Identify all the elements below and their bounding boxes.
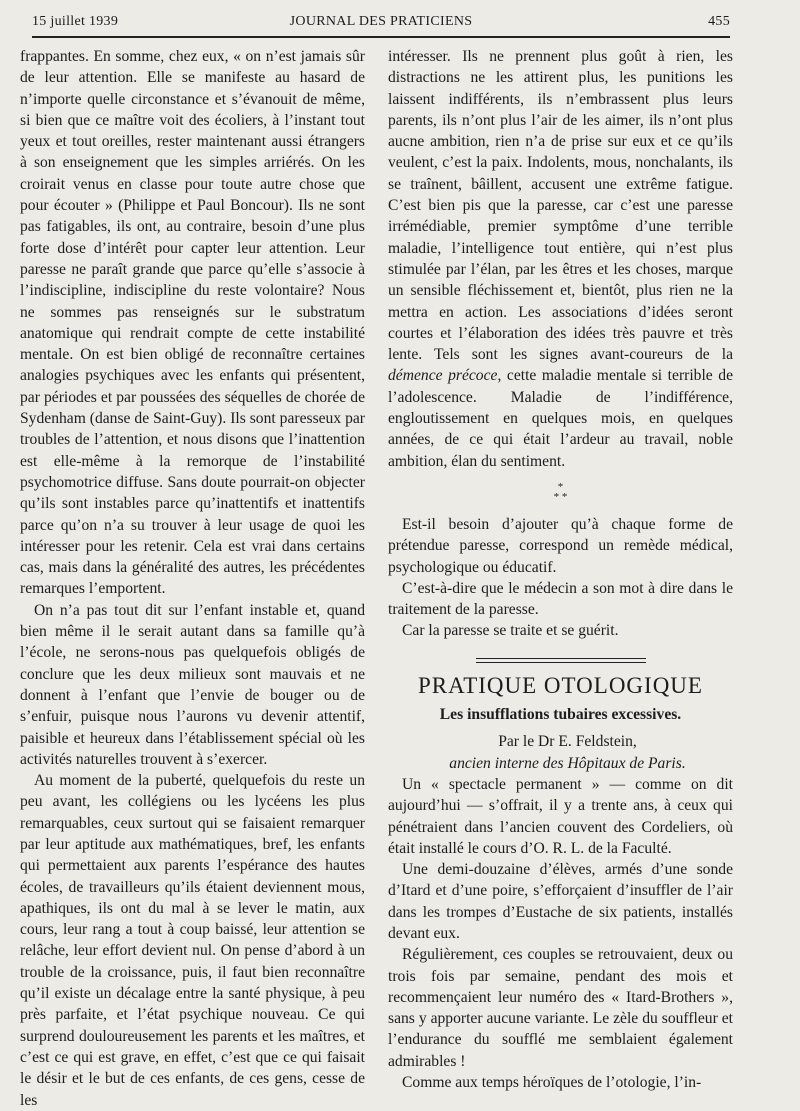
header-journal-title: JOURNAL DES PRATICIENS (289, 14, 473, 29)
italic-term: démence précoce (388, 367, 498, 385)
running-header (32, 14, 730, 36)
paragraph: Car la paresse se traite et se guérit. (402, 622, 619, 640)
article-byline: Par le Dr E. Feldstein, (498, 733, 637, 751)
section-break-asterisks (388, 482, 733, 502)
paragraph: Un « spectacle permanent » — comme on dit aujourd’hui — s’offrait, il y a trente ans, à ceux qui pénétraient dans l’ancien couvent des Cordeliers, où était installé le cours d’O. R. L. de la Faculté. (388, 775, 733, 857)
article-title: Les insufflations tubaires excessives. (439, 706, 682, 724)
paragraph: Une demi-douzaine d’élèves, armés d’une sonde d’Itard et d’une poire, s’efforçaient d’insuffler de l’air dans les trompes d’Eustache de six patients, installés devant eux. (388, 861, 733, 942)
text-run: , cette maladie mentale si terrible de l’adolescence. Maladie de l’indifférence, engloutissement en quelques mois, en quelques années, de ce qui était l’ardeur au travail, noble ambition, élan du sentiment. (388, 367, 733, 470)
right-column (388, 46, 733, 1093)
header-page-number: 455 (708, 14, 730, 29)
section-divider (476, 658, 646, 663)
header-rule (32, 36, 730, 38)
paragraph (388, 46, 733, 472)
paragraph: C’est-à-dire que le médecin a son mot à dire dans le traitement de la paresse. (388, 579, 733, 619)
paragraph: frappantes. En somme, chez eux, « on n’est jamais sûr de leur attention. Elle se manifeste au hasard de n’importe quelle circonstance et s’évanouit de même, si bien que ce maître voit des écoliers, à l’instant tout yeux et tout oreilles, rester maintenant aussi étrangers à son enseignement que les simples arriérés. On les croirait venus en classe pour toute autre chose que pour écouter » (Philippe et Paul Boncour). Ils ne sont pas fatigables, ils ont, au contraire, besoin d’une plus forte dose d’intérêt pour capter leur attention. Leur paresse ne paraît grande que parce qu’elle s’associe à l’indiscipline, indiscipline du reste volontaire? Nous ne sommes pas renseignés sur le substratum anatomique qui rendrait compte de cette instabilité mentale. On est bien obligé de reconnaître certaines analogies psychiques avec les enfants qui présentent, par périodes et par poussées des séquelles de chorée de Sydenham (danse de Saint-Guy). Ils sont paresseux par troubles de l’attention, et nous disons que l’inattention est elle-même à la remorque de l’instabilité psychomotrice diffuse. Sans doute pourrait-on objecter qu’ils sont instables parce qu’inattentifs et inattentifs parce qu’on n’a su trouver à leur usage de quoi les intéresser pour les retenir. Cela est vrai dans certains cas, mais dans la généralité des autres, les précédentes remarques l’emportent. (20, 48, 365, 598)
paragraph: Est-il besoin d’ajouter qu’à chaque forme de prétendue paresse, correspond un remède médical, psychologique ou éducatif. (388, 515, 733, 576)
author-affiliation: ancien interne des Hôpitaux de Paris. (449, 754, 686, 772)
paragraph: Au moment de la puberté, quelquefois du reste un peu avant, les collégiens ou les lycéens les plus remarquables, ceux surtout qui se faisaient remarquer par leur aptitude aux mathématiques, bref, les enfants qui permettaient aux parents l’espérance des hautes écoles, de travailleurs qu’ils étaient deviennent mous, apathiques, ils ont du mal à se lever le matin, aux cours, leur rang a tout à coup baissé, leur attention se relâche, leur effort devient nul. On pense d’abord à un trouble de la croissance, puis, il faut bien reconnaître qu’il existe un décalage entre la santé physique, à peu près parfaite, et l’état psychique nouveau. Ce qui surprend douloureusement les parents et les maîtres, et c’est ce qui est grave, en effet, c’est que ce qui faisait le désir et le but de ces enfants, de ces gens, cesse de les (20, 772, 365, 1109)
header-date: 15 juillet 1939 (32, 14, 119, 29)
paragraph: Régulièrement, ces couples se retrouvaient, deux ou trois fois par semaine, pendant des mois et recommençaient leur numéro des « Itard-Brothers », sans y apporter aucune variante. Le zèle du souffleur et l’endurance du soufflé me semblaient également admirables ! (388, 946, 733, 1070)
asterism: * * * (553, 480, 568, 503)
text-run: intéresser. Ils ne prennent plus goût à rien, les distractions ne les attirent plus, les punitions les laissent indifférents, ils n’embrassent plus leurs parents, ils n’ont plus l’air de les aimer, ils n’ont plus aucne ambition, rien n’a de prise sur eux et ce qu’ils veulent, c’est la paix. Indolents, mous, nonchalants, ils se traînent, bâillent, accusent une extrême fatigue. C’est bien pis que la paresse, car c’est une paresse irrémédiable, premier symptôme d’une terrible maladie, l’intelligence tout entière, qui n’est plus stimulée par l’élan, par les êtres et les choses, marque un sensible fléchissement et, bientôt, plus rien ne la mettra en action. Les associations d’idées seront courtes et l’élaboration des idées très pauvre et très lente. Tels sont les signes avant-coureurs de la (388, 48, 733, 364)
paragraph: Comme aux temps héroïques de l’otologie, l’in- (402, 1074, 702, 1092)
paragraph: On n’a pas tout dit sur l’enfant instable et, quand bien même il le serait autant dans sa famille qu’à l’école, ne serons-nous pas quelquefois obligés de conclure que les deux milieux sont mauvais et ne donnent à l’enfant que l’envie de bouger ou de s’enfuir, puisque nous l’aurons vu devenir attentif, paisible et heureux dans l’établissement spécial où les activités naturelles trouvent à s’exercer. (20, 601, 365, 768)
section-title: PRATIQUE OTOLOGIQUE (418, 672, 703, 698)
left-column (20, 46, 365, 1111)
